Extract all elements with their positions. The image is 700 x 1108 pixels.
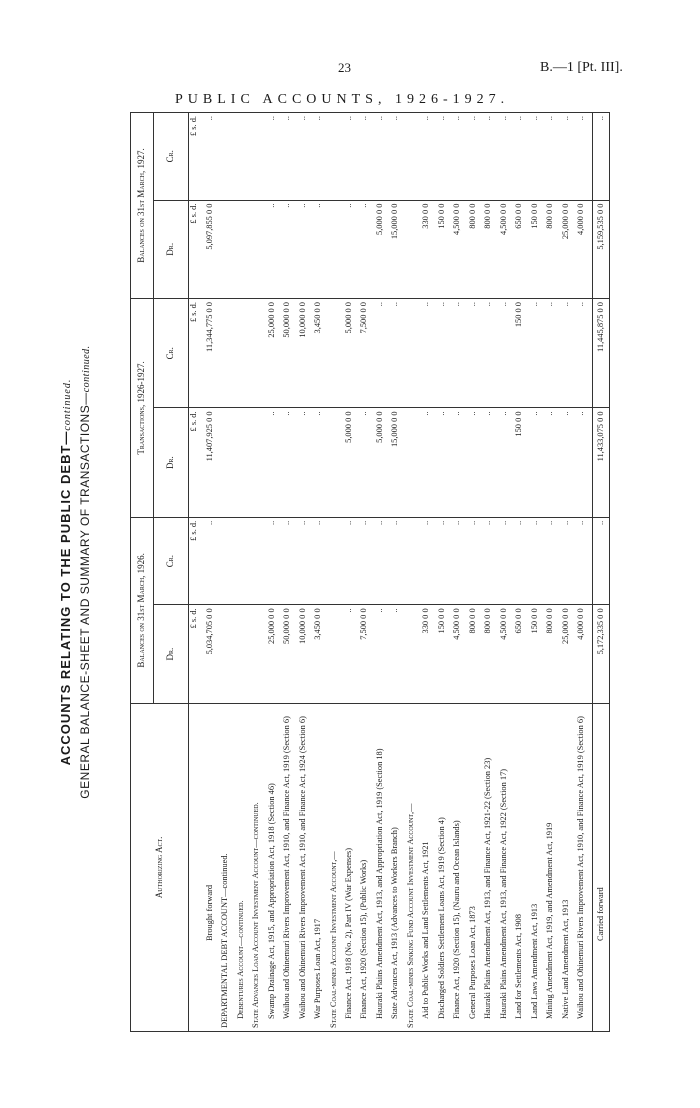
amount-cell: .. (499, 517, 514, 605)
amount-cell: .. (452, 299, 467, 408)
amount-cell: .. (545, 408, 560, 517)
amount-cell: .. (375, 517, 390, 605)
amount-cell: .. (359, 408, 374, 517)
amount-cell: 4,000 0 0 (576, 605, 592, 703)
cell: .. (205, 517, 220, 605)
amount-cell: 800 0 0 (545, 605, 560, 703)
amount-cell: 800 0 0 (468, 200, 483, 298)
amount-cell: .. (561, 113, 576, 201)
amount-cell: .. (468, 299, 483, 408)
amount-cell: .. (530, 299, 545, 408)
amount-cell: .. (390, 113, 405, 201)
amount-cell: .. (282, 517, 297, 605)
act-name: State Advances Act, 1913 (Advances to Workers Branch) (390, 703, 405, 1031)
col-cr: Cr. (154, 517, 189, 605)
amount-cell: .. (359, 113, 374, 201)
act-name: Aid to Public Works and Land Settlements Act, 1921 (421, 703, 436, 1031)
act-name: Finance Act, 1920 (Section 15), (Public Works) (359, 703, 374, 1031)
total-cell: 11,433,075 0 0 (592, 408, 609, 517)
amount-cell: .. (545, 299, 560, 408)
table-row (437, 113, 452, 1032)
amount-cell: .. (483, 408, 498, 517)
amount-cell: .. (313, 113, 328, 201)
amount-cell: 800 0 0 (468, 605, 483, 703)
col-balances-1926: Balances on 31st March, 1926. (131, 517, 154, 703)
col-dr: Dr. (154, 605, 189, 703)
public-accounts-heading: PUBLIC ACCOUNTS, 1926-1927. (175, 92, 510, 107)
total-cell: .. (592, 517, 609, 605)
table-row (468, 113, 483, 1032)
units-label: £ s. d. (189, 517, 205, 605)
section-heading-row (220, 113, 235, 1032)
amount-cell: .. (313, 517, 328, 605)
act-name: Hauraki Plains Amendment Act, 1913, and Appropriation Act, 1919 (Section 18) (375, 703, 390, 1031)
table-row (344, 113, 359, 1032)
rotated-ledger (58, 112, 630, 1032)
amount-cell: 150 0 0 (437, 200, 452, 298)
amount-cell: .. (437, 408, 452, 517)
cell: 5,034,705 0 0 (205, 605, 220, 703)
amount-cell: 5,000 0 0 (344, 408, 359, 517)
amount-cell: .. (359, 200, 374, 298)
cell: 5,097,855 0 0 (205, 200, 220, 298)
brought-forward-row (205, 113, 220, 1032)
cell: 11,344,775 0 0 (205, 299, 220, 408)
state-advances-heading: State Advances Loan Account Investment Account—continued. (251, 703, 266, 1031)
amount-cell: .. (499, 408, 514, 517)
amount-cell: .. (282, 200, 297, 298)
amount-cell: 150 0 0 (530, 605, 545, 703)
amount-cell: 3,450 0 0 (313, 299, 328, 408)
amount-cell: 15,000 0 0 (390, 200, 405, 298)
amount-cell: .. (421, 517, 436, 605)
amount-cell: .. (499, 299, 514, 408)
cell: 11,407,925 0 0 (205, 408, 220, 517)
amount-cell: 50,000 0 0 (282, 299, 297, 408)
amount-cell: .. (344, 113, 359, 201)
amount-cell: .. (298, 408, 313, 517)
amount-cell: .. (375, 113, 390, 201)
act-name: War Purposes Loan Act, 1917 (313, 703, 328, 1031)
dept-debt-heading: DEPARTMENTAL DEBT ACCOUNT—continued. (220, 703, 235, 1031)
section-heading: State Coal-mines Account Investment Account,— (329, 703, 344, 1031)
amount-cell: .. (359, 517, 374, 605)
units-label: £ s. d. (189, 200, 205, 298)
page-number: 23 (338, 60, 351, 75)
units-label: £ s. d. (189, 605, 205, 703)
units-label: £ s. d. (189, 299, 205, 408)
amount-cell: 25,000 0 0 (561, 605, 576, 703)
amount-cell: .. (483, 113, 498, 201)
amount-cell: .. (344, 200, 359, 298)
carried-forward-label: Carried forward (592, 703, 609, 1031)
amount-cell: .. (576, 113, 592, 201)
amount-cell: 650 0 0 (514, 605, 529, 703)
amount-cell: .. (344, 605, 359, 703)
act-name: Waihou and Ohinemuri Rivers Improvement Act, 1910, and Finance Act, 1919 (Section 6) (282, 703, 297, 1031)
amount-cell: 7,500 0 0 (359, 605, 374, 703)
amount-cell: .. (452, 517, 467, 605)
act-name: General Purposes Loan Act, 1873 (468, 703, 483, 1031)
amount-cell: .. (468, 113, 483, 201)
debentures-heading: Debentures Account—continued. (236, 703, 251, 1031)
amount-cell: .. (313, 408, 328, 517)
amount-cell: .. (530, 517, 545, 605)
amount-cell: 150 0 0 (514, 299, 529, 408)
amount-cell: .. (421, 113, 436, 201)
amount-cell: .. (561, 408, 576, 517)
amount-cell: 650 0 0 (514, 200, 529, 298)
amount-cell: .. (483, 517, 498, 605)
table-row (390, 113, 405, 1032)
amount-cell: 4,500 0 0 (499, 200, 514, 298)
table-row (545, 113, 560, 1032)
total-cell: .. (592, 113, 609, 201)
amount-cell: .. (514, 517, 529, 605)
col-cr: Cr. (154, 299, 189, 408)
amount-cell: .. (576, 517, 592, 605)
amount-cell: .. (298, 517, 313, 605)
col-transactions: Transactions, 1926-1927. (131, 299, 154, 518)
amount-cell: .. (282, 408, 297, 517)
amount-cell: .. (530, 113, 545, 201)
amount-cell: .. (267, 408, 282, 517)
brought-forward-label: Brought forward (205, 703, 220, 1031)
amount-cell: 10,000 0 0 (298, 299, 313, 408)
amount-cell: .. (483, 299, 498, 408)
ledger-table (130, 112, 610, 1032)
amount-cell: .. (390, 517, 405, 605)
amount-cell: 800 0 0 (545, 200, 560, 298)
amount-cell: .. (344, 517, 359, 605)
units-label: £ s. d. (189, 113, 205, 201)
amount-cell: 4,500 0 0 (499, 605, 514, 703)
amount-cell: .. (468, 408, 483, 517)
table-row (298, 113, 313, 1032)
amount-cell: 5,000 0 0 (375, 200, 390, 298)
amount-cell: 150 0 0 (514, 408, 529, 517)
act-name: Discharged Soldiers Settlement Loans Act, 1919 (Section 4) (437, 703, 452, 1031)
amount-cell: 800 0 0 (483, 605, 498, 703)
col-cr: Cr. (154, 113, 189, 201)
act-name: Finance Act, 1920 (Section 15), (Nauru and Ocean Islands) (452, 703, 467, 1031)
amount-cell: .. (576, 408, 592, 517)
units-row (189, 113, 205, 1032)
amount-cell: 330 0 0 (421, 200, 436, 298)
table-row (375, 113, 390, 1032)
col-dr: Dr. (154, 200, 189, 298)
col-authorizing-act: Authorizing Act. (131, 703, 189, 1031)
units-label: £ s. d. (189, 408, 205, 517)
amount-cell: .. (514, 113, 529, 201)
amount-cell: .. (452, 113, 467, 201)
amount-cell: 4,500 0 0 (452, 200, 467, 298)
section-heading-row (236, 113, 251, 1032)
document-reference: B.—1 [Pt. III]. (540, 60, 623, 75)
table-row (514, 113, 529, 1032)
amount-cell: 5,000 0 0 (375, 408, 390, 517)
amount-cell: .. (390, 299, 405, 408)
section-heading-row (406, 113, 421, 1032)
act-name: Hauraki Plains Amendment Act, 1913, and Finance Act, 1921-22 (Section 23) (483, 703, 498, 1031)
table-row (483, 113, 498, 1032)
main-title-continued: continued. (62, 378, 73, 431)
act-name: Finance Act, 1918 (No. 2), Part IV (War Expenses) (344, 703, 359, 1031)
amount-cell: 150 0 0 (530, 200, 545, 298)
amount-cell: .. (267, 517, 282, 605)
amount-cell: .. (561, 517, 576, 605)
table-row (576, 113, 592, 1032)
amount-cell: 10,000 0 0 (298, 605, 313, 703)
amount-cell: 3,450 0 0 (313, 605, 328, 703)
amount-cell: 4,000 0 0 (576, 200, 592, 298)
amount-cell: 15,000 0 0 (390, 408, 405, 517)
amount-cell: .. (421, 299, 436, 408)
table-row (530, 113, 545, 1032)
act-name: Swamp Drainage Act, 1915, and Appropriation Act, 1918 (Section 46) (267, 703, 282, 1031)
table-row (282, 113, 297, 1032)
table-row (452, 113, 467, 1032)
amount-cell: 800 0 0 (483, 200, 498, 298)
act-name: Native Land Amendment Act, 1913 (561, 703, 576, 1031)
table-row (313, 113, 328, 1032)
amount-cell: .. (530, 408, 545, 517)
amount-cell: 4,500 0 0 (452, 605, 467, 703)
section-heading-row (329, 113, 344, 1032)
amount-cell: .. (267, 113, 282, 201)
act-name: Mining Amendment Act, 1919, and Amendment Act, 1919 (545, 703, 560, 1031)
section-heading-row (251, 113, 266, 1032)
col-dr: Dr. (154, 408, 189, 517)
amount-cell: .. (267, 200, 282, 298)
amount-cell: .. (468, 517, 483, 605)
table-row (499, 113, 514, 1032)
amount-cell: .. (390, 605, 405, 703)
amount-cell: .. (437, 113, 452, 201)
table-row (267, 113, 282, 1032)
amount-cell: .. (421, 408, 436, 517)
act-name: Land Laws Amendment Act, 1913 (530, 703, 545, 1031)
amount-cell: 25,000 0 0 (267, 299, 282, 408)
amount-cell: .. (437, 517, 452, 605)
amount-cell: 25,000 0 0 (267, 605, 282, 703)
amount-cell: .. (545, 517, 560, 605)
sub-title: GENERAL BALANCE-SHEET AND SUMMARY OF TRANSACTIONS—continued. (78, 345, 92, 799)
amount-cell: .. (313, 200, 328, 298)
amount-cell: 50,000 0 0 (282, 605, 297, 703)
col-balances-1927: Balances on 31st March, 1927. (131, 113, 154, 299)
cell: .. (205, 113, 220, 201)
amount-cell: .. (545, 113, 560, 201)
amount-cell: 7,500 0 0 (359, 299, 374, 408)
act-name: Waihou and Ohinemuri Rivers Improvement Act, 1910, and Finance Act, 1924 (Section 6) (298, 703, 313, 1031)
section-heading: State Coal-mines Sinking Fund Account Investment Account,— (406, 703, 421, 1031)
amount-cell: .. (375, 299, 390, 408)
amount-cell: 25,000 0 0 (561, 200, 576, 298)
amount-cell: .. (576, 299, 592, 408)
total-cell: 11,445,875 0 0 (592, 299, 609, 408)
amount-cell: 330 0 0 (421, 605, 436, 703)
table-row (359, 113, 374, 1032)
main-title: ACCOUNTS RELATING TO THE PUBLIC DEBT—continued. (58, 378, 73, 766)
amount-cell: .. (499, 113, 514, 201)
amount-cell: 150 0 0 (437, 605, 452, 703)
amount-cell: .. (282, 113, 297, 201)
total-cell: 5,159,535 0 0 (592, 200, 609, 298)
table-row (421, 113, 436, 1032)
amount-cell: .. (561, 299, 576, 408)
act-name: Waihou and Ohinemuri Rivers Improvement Act, 1910, and Finance Act, 1919 (Section 6) (576, 703, 592, 1031)
act-name: Hauraki Plains Amendment Act, 1913, and Finance Act, 1922 (Section 17) (499, 703, 514, 1031)
amount-cell: 5,000 0 0 (344, 299, 359, 408)
total-cell: 5,172,335 0 0 (592, 605, 609, 703)
carried-forward-row (592, 113, 609, 1032)
amount-cell: .. (298, 113, 313, 201)
amount-cell: .. (452, 408, 467, 517)
act-name: Land for Settlements Act, 1908 (514, 703, 529, 1031)
amount-cell: .. (375, 605, 390, 703)
amount-cell: .. (298, 200, 313, 298)
sub-title-continued: continued. (81, 345, 92, 393)
amount-cell: .. (437, 299, 452, 408)
table-row (561, 113, 576, 1032)
